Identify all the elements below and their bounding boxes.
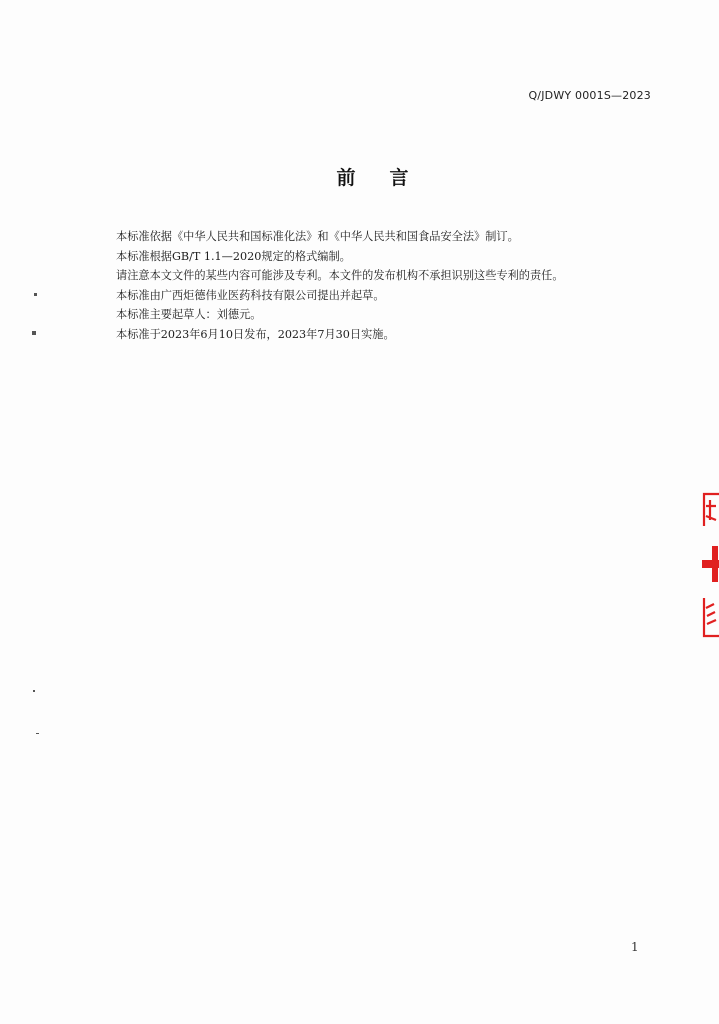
paragraph: 请注意本文文件的某些内容可能涉及专利。本文件的发布机构不承担识别这些专利的责任。	[116, 269, 564, 282]
foreword-body	[116, 227, 636, 344]
scan-speck	[34, 293, 37, 296]
page-number: 1	[631, 940, 639, 954]
scan-speck	[33, 690, 35, 692]
paragraph: 本标准由广西炬德伟业医药科技有限公司提出并起草。	[116, 288, 385, 302]
paragraph: 本标准根据GB/T 1.1—2020规定的格式编制。	[116, 249, 351, 263]
section-title-foreword: 前言	[336, 167, 443, 189]
paragraph: 本标准依据《中华人民共和国标准化法》和《中华人民共和国食品安全法》制订。	[116, 230, 519, 243]
red-seal-stamp	[694, 490, 719, 640]
paragraph: 本标准于2023年6月10日发布，2023年7月30日实施。	[116, 327, 395, 341]
paragraph: 本标准主要起草人：刘德元。	[116, 308, 262, 321]
scan-speck	[32, 331, 36, 335]
document-code: Q/JDWY 0001S—2023	[528, 89, 651, 102]
scan-speck	[36, 733, 39, 734]
